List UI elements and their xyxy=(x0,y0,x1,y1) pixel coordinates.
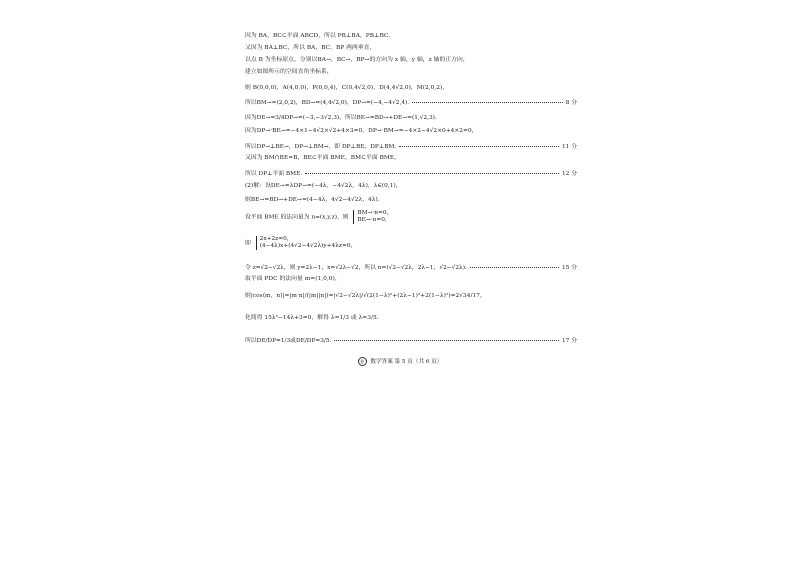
row-text: 因为DE→=3/4DP→=(−3,−3√2,3)，所以BE→=BD→+DE→=(1,√2,3). xyxy=(245,114,437,121)
equation-system-block xyxy=(245,236,356,250)
scored-row xyxy=(245,168,577,176)
row-text: 所以BM→=(2,0,2)，BD→=(4,4√2,0)，DP→=(−4,−4√2,4). xyxy=(245,99,410,106)
text-line: 建立如图所示的空间直角坐标系， xyxy=(245,69,333,75)
footer-text: 数学答案 第 5 页（共 6 页） xyxy=(370,359,443,365)
score-label: 12 分 xyxy=(561,170,577,177)
equation: 2x+2z=0， xyxy=(259,236,293,242)
equation-system xyxy=(256,236,357,250)
text-line: 因为DP→·BE→=−4×1−4√2×√2+4×3=0，DP→·BM→=−4×2−4√2×0+4×2=0， xyxy=(245,128,478,134)
scored-row xyxy=(245,262,577,270)
leader-dots xyxy=(305,173,559,174)
text-line: (2)解：设DE→=λDP→=(−4λ，−4√2λ，4λ)，λ∈(0,1)， xyxy=(245,183,402,189)
equation-system xyxy=(353,210,392,224)
text-line: 又因为 BM∩BE=B，BE⊂平面 BME，BM⊂平面 BME， xyxy=(245,155,401,161)
text-line: 又因为 BA⊥BC，所以 BA，BC，BP 两两垂直， xyxy=(245,45,376,51)
scored-row xyxy=(245,112,577,120)
row-text: 所以 DP⊥平面 BME. xyxy=(245,170,303,177)
equation: BE→·n=0， xyxy=(357,217,391,223)
page-footer xyxy=(0,357,800,366)
setup-text: 设平面 BME 的法向量为 n=(x,y,z)，则 xyxy=(245,214,349,221)
text-line: 因为 BA，BC⊂平面 ABCD，所以 PB⊥BA，PB⊥BC. xyxy=(245,33,391,39)
row-text: 所以DE/DP=1/3或DE/DP=3/5. xyxy=(245,337,332,344)
text-line: 则|cos⟨m，n⟩|=|m·n|/(|m||n|)=|√2−√2λ|/√(2(1−λ)²+(2λ−1)²+2(1−λ)²)=2√34/17， xyxy=(245,293,486,299)
equation: BM→·n=0， xyxy=(357,210,393,216)
publisher-logo-icon: 卷 xyxy=(358,357,367,366)
scored-row xyxy=(245,335,577,343)
score-label: 11 分 xyxy=(561,143,577,150)
scored-row xyxy=(245,97,577,105)
text-line: 化简得 15λ²−14λ+3=0，解得 λ=1/3 或 λ=3/5. xyxy=(245,315,379,321)
leader-dots xyxy=(412,102,563,103)
score-label: 15 分 xyxy=(561,264,577,271)
text-line: 以点 B 为坐标原点，分别以BA→，BC→，BP→的方向为 x 轴，y 轴，z 轴的正方向， xyxy=(245,57,469,63)
leader-dots xyxy=(470,267,559,268)
score-label: 17 分 xyxy=(561,337,577,344)
normal-vector-setup xyxy=(245,210,392,224)
text-line: 则 B(0,0,0)，A(4,0,0)，P(0,0,4)，C(0,4√2,0)，D(4,4√2,0)，M(2,0,2)， xyxy=(245,85,449,91)
row-text: 令 z=√2−√2λ，则 y=2λ−1，x=√2λ−√2，所以 n=(√2−√2λ，2λ−1，√2−√2λ). xyxy=(245,264,467,271)
row-text: 所以DP→⊥BE→，DP→⊥BM→，即 DP⊥BE，DP⊥BM. xyxy=(245,143,397,150)
score-label: 8 分 xyxy=(565,99,577,106)
text-line: 取平面 PDC 的法向量 m=(1,0,0)， xyxy=(245,276,341,282)
text-line: 则BE→=BD→+DE→=(4−4λ，4√2−4√2λ，4λ). xyxy=(245,197,380,203)
system-prefix: 即 xyxy=(245,240,251,247)
leader-dots xyxy=(334,340,559,341)
equation: (4−4λ)x+(4√2−4√2λ)y+4λz=0， xyxy=(259,243,357,249)
scored-row xyxy=(245,141,577,149)
leader-dots xyxy=(399,146,559,147)
